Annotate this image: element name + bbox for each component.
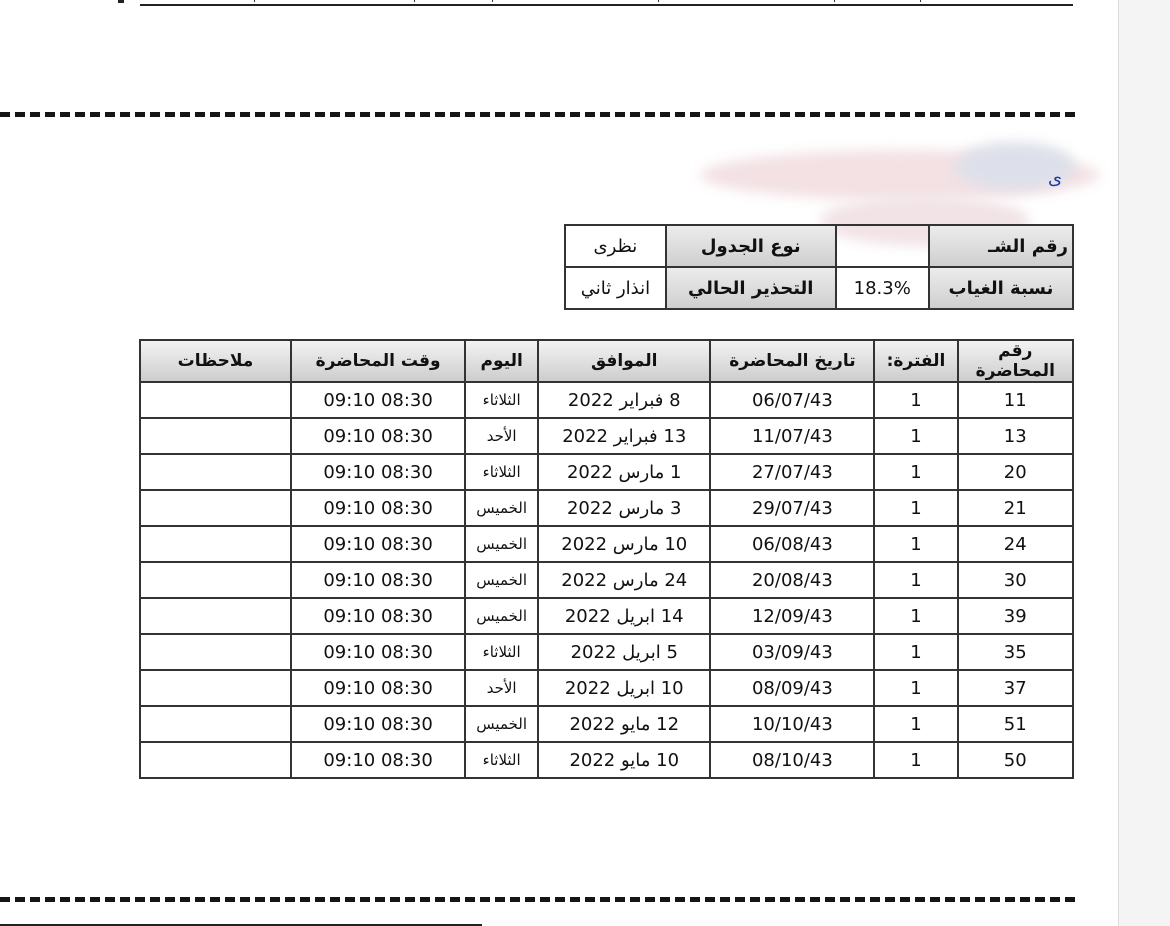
- cell-period: 1: [874, 382, 957, 418]
- cell-lecture-number: 20: [958, 454, 1073, 490]
- cell-lecture-time: 08:30 09:10: [291, 706, 465, 742]
- header-lecture-number: رقم المحاضرة: [958, 340, 1073, 382]
- cell-lecture-number: 24: [958, 526, 1073, 562]
- cell-day: الخميس: [465, 598, 538, 634]
- cell-gregorian-date: 14 ابريل 2022: [538, 598, 710, 634]
- cell-lecture-time: 08:30 09:10: [291, 598, 465, 634]
- cell-lecture-date: 12/09/43: [710, 598, 874, 634]
- cell-period: 1: [874, 742, 957, 778]
- student-info-table: [564, 224, 1074, 310]
- cell-gregorian-date: 13 فبراير 2022: [538, 418, 710, 454]
- cell-period: 1: [874, 598, 957, 634]
- cell-notes: [140, 562, 291, 598]
- cell-lecture-date: 06/07/43: [710, 382, 874, 418]
- cell-day: الخميس: [465, 490, 538, 526]
- cell-notes: [140, 634, 291, 670]
- top-mark: [118, 0, 124, 3]
- cell-day: الثلاثاء: [465, 454, 538, 490]
- info-row: [565, 267, 1073, 309]
- cell-gregorian-date: 12 مايو 2022: [538, 706, 710, 742]
- partial-logo-glyph: ى: [1048, 168, 1063, 189]
- cell-period: 1: [874, 526, 957, 562]
- cell-lecture-time: 08:30 09:10: [291, 634, 465, 670]
- table-row: [140, 526, 1073, 562]
- cell-day: الخميس: [465, 706, 538, 742]
- dashed-separator-top: [0, 112, 1075, 117]
- page-edge-strip: [1118, 0, 1170, 926]
- header-lecture-time: وقت المحاضرة: [291, 340, 465, 382]
- table-row: [140, 418, 1073, 454]
- student-number-label: رقم الشـ: [929, 225, 1073, 267]
- cell-notes: [140, 670, 291, 706]
- cell-notes: [140, 382, 291, 418]
- cell-gregorian-date: 10 ابريل 2022: [538, 670, 710, 706]
- cell-lecture-date: 10/10/43: [710, 706, 874, 742]
- cell-lecture-time: 08:30 09:10: [291, 742, 465, 778]
- info-row: [565, 225, 1073, 267]
- table-row: [140, 670, 1073, 706]
- cell-day: الثلاثاء: [465, 382, 538, 418]
- cell-gregorian-date: 3 مارس 2022: [538, 490, 710, 526]
- cell-lecture-date: 03/09/43: [710, 634, 874, 670]
- cell-gregorian-date: 1 مارس 2022: [538, 454, 710, 490]
- cell-period: 1: [874, 418, 957, 454]
- previous-table-edge: [140, 0, 1073, 6]
- cell-lecture-date: 06/08/43: [710, 526, 874, 562]
- cell-lecture-number: 30: [958, 562, 1073, 598]
- cell-day: الثلاثاء: [465, 742, 538, 778]
- table-row: [140, 634, 1073, 670]
- cell-lecture-number: 11: [958, 382, 1073, 418]
- cell-gregorian-date: 8 فبراير 2022: [538, 382, 710, 418]
- cell-notes: [140, 742, 291, 778]
- cell-gregorian-date: 24 مارس 2022: [538, 562, 710, 598]
- cell-lecture-time: 08:30 09:10: [291, 382, 465, 418]
- cell-lecture-number: 13: [958, 418, 1073, 454]
- table-row: [140, 382, 1073, 418]
- table-row: [140, 490, 1073, 526]
- cell-lecture-date: 08/09/43: [710, 670, 874, 706]
- cell-day: الخميس: [465, 562, 538, 598]
- cell-gregorian-date: 10 مايو 2022: [538, 742, 710, 778]
- table-type-label: نوع الجدول: [666, 225, 836, 267]
- header-lecture-date: تاريخ المحاضرة: [710, 340, 874, 382]
- header-day: اليوم: [465, 340, 538, 382]
- header-period: الفترة:: [874, 340, 957, 382]
- cell-notes: [140, 418, 291, 454]
- cell-lecture-number: 39: [958, 598, 1073, 634]
- cell-gregorian-date: 10 مارس 2022: [538, 526, 710, 562]
- cell-period: 1: [874, 490, 957, 526]
- current-warning-value: انذار ثاني: [565, 267, 666, 309]
- cell-notes: [140, 454, 291, 490]
- cell-lecture-number: 51: [958, 706, 1073, 742]
- cell-lecture-date: 27/07/43: [710, 454, 874, 490]
- absence-rate-label: نسبة الغياب: [929, 267, 1073, 309]
- cell-lecture-number: 37: [958, 670, 1073, 706]
- cell-lecture-date: 08/10/43: [710, 742, 874, 778]
- current-warning-label: التحذير الحالي: [666, 267, 836, 309]
- cell-lecture-time: 08:30 09:10: [291, 418, 465, 454]
- cell-lecture-number: 50: [958, 742, 1073, 778]
- cell-lecture-date: 20/08/43: [710, 562, 874, 598]
- cell-notes: [140, 706, 291, 742]
- cell-day: الأحد: [465, 670, 538, 706]
- cell-day: الخميس: [465, 526, 538, 562]
- cell-day: الأحد: [465, 418, 538, 454]
- cell-lecture-number: 21: [958, 490, 1073, 526]
- cell-period: 1: [874, 454, 957, 490]
- header-notes: ملاحظات: [140, 340, 291, 382]
- cell-period: 1: [874, 634, 957, 670]
- cell-lecture-number: 35: [958, 634, 1073, 670]
- cell-lecture-time: 08:30 09:10: [291, 490, 465, 526]
- table-row: [140, 742, 1073, 778]
- cell-lecture-time: 08:30 09:10: [291, 670, 465, 706]
- cell-period: 1: [874, 706, 957, 742]
- cell-lecture-time: 08:30 09:10: [291, 562, 465, 598]
- student-number-value: [836, 225, 929, 267]
- cell-notes: [140, 490, 291, 526]
- cell-lecture-date: 11/07/43: [710, 418, 874, 454]
- cell-notes: [140, 598, 291, 634]
- table-row: [140, 706, 1073, 742]
- cell-notes: [140, 526, 291, 562]
- cell-gregorian-date: 5 ابريل 2022: [538, 634, 710, 670]
- cell-lecture-time: 08:30 09:10: [291, 526, 465, 562]
- cell-lecture-date: 29/07/43: [710, 490, 874, 526]
- cell-day: الثلاثاء: [465, 634, 538, 670]
- cell-period: 1: [874, 562, 957, 598]
- header-gregorian-date: الموافق: [538, 340, 710, 382]
- dashed-separator-bottom: [0, 897, 1075, 902]
- table-type-value: نظرى: [565, 225, 666, 267]
- lectures-table: [139, 339, 1074, 779]
- table-row: [140, 598, 1073, 634]
- table-row: [140, 562, 1073, 598]
- cell-lecture-time: 08:30 09:10: [291, 454, 465, 490]
- table-row: [140, 454, 1073, 490]
- table-header-row: [140, 340, 1073, 382]
- absence-rate-value: 18.3%: [836, 267, 929, 309]
- cell-period: 1: [874, 670, 957, 706]
